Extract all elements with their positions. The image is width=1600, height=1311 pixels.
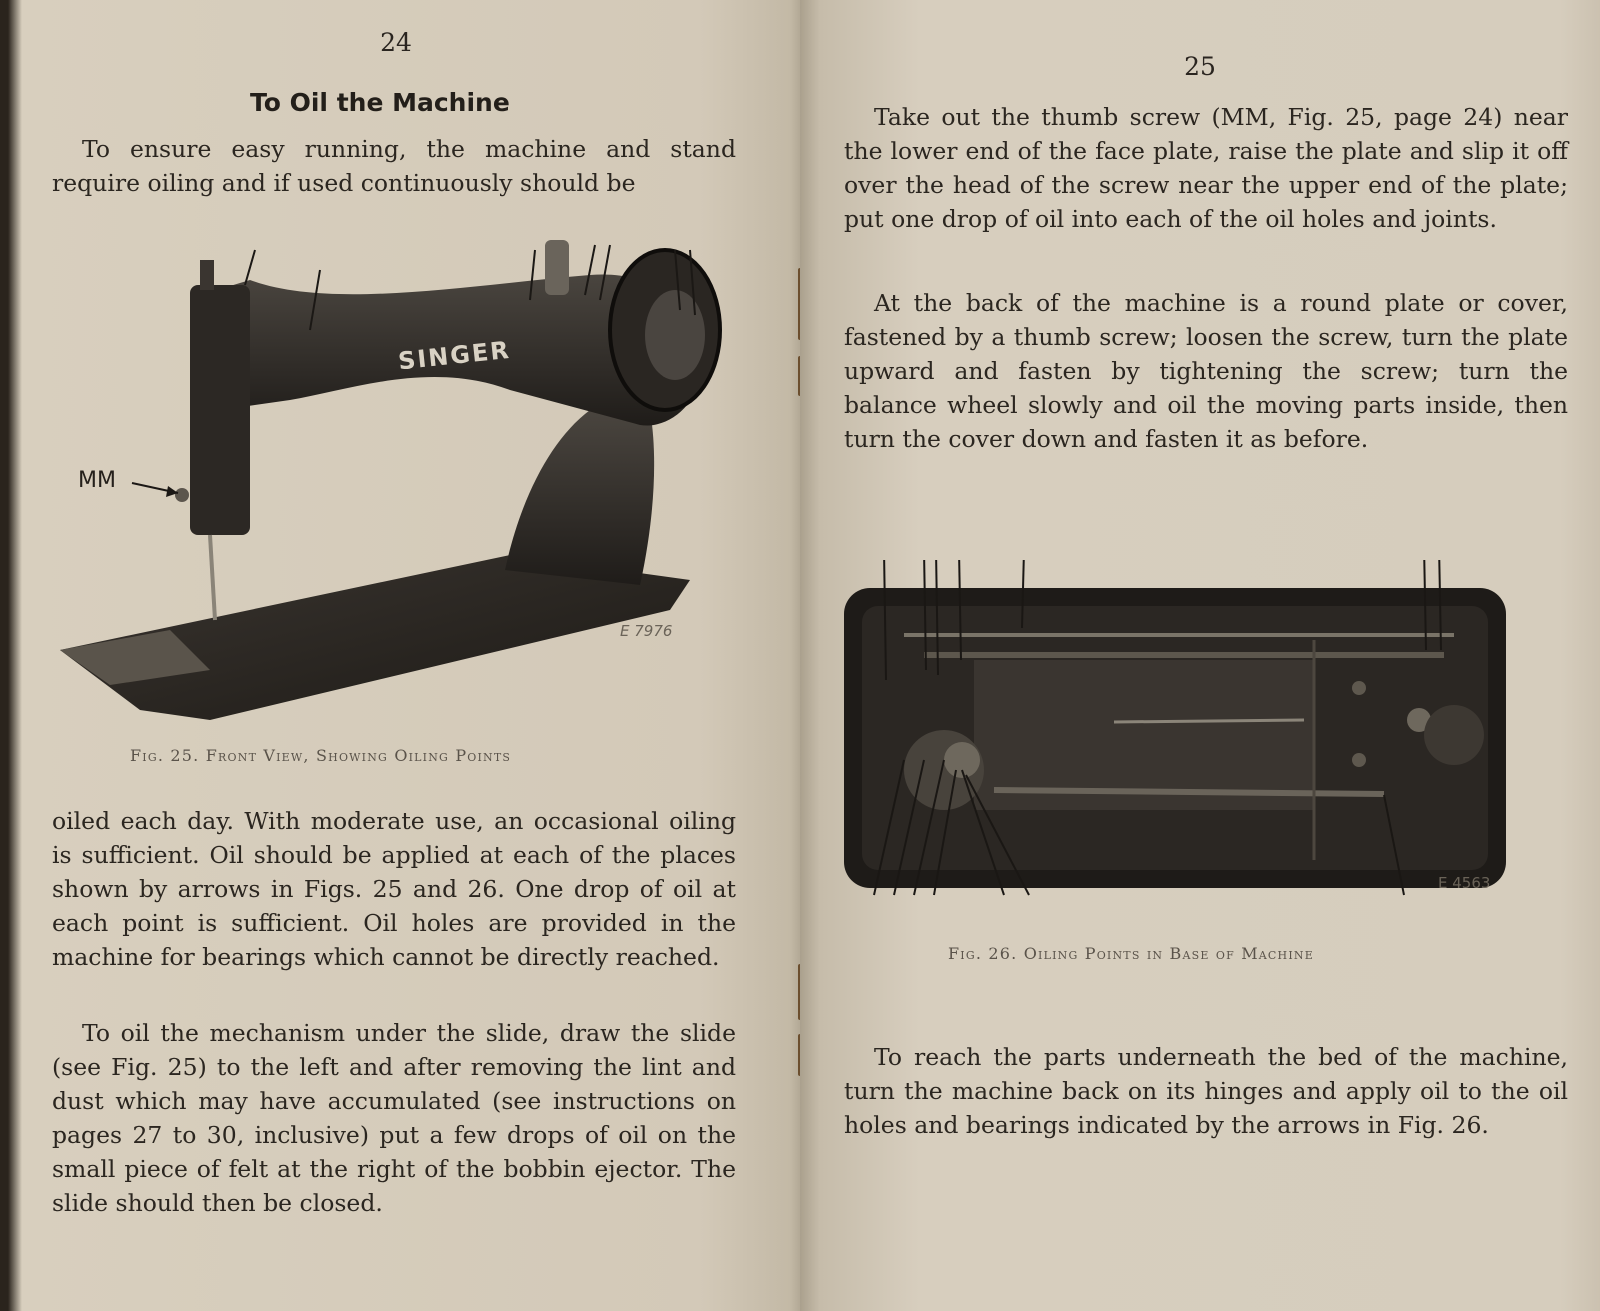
section-heading: To Oil the Machine [250,88,510,117]
sewing-machine-illustration [50,240,750,740]
page-number: 24 [380,28,412,57]
mm-label: MM [78,468,116,493]
crank [1424,705,1484,765]
machine-head [190,285,250,535]
machine-pillar [505,410,654,585]
figure-25-caption: Fig. 25. Front View, Showing Oiling Points [130,746,512,765]
oiling-paragraph: oiled each day. With moderate use, an occasional oiling is sufficient. Oil should be applied at each of the places shown by arrows in Figs. 25 and 26. One drop of oil at each point is sufficient. Oil holes are provided in the machine for bearings which cannot be directly reached. [52,807,736,971]
figure-26-caption: Fig. 26. Oiling Points in Base of Machine [948,944,1314,963]
screw [1352,681,1366,695]
faceplate-paragraph: Take out the thumb screw (MM, Fig. 25, page 24) near the lower end of the face plate, raise the plate and slip it off over the head of the screw near the upper end of the plate; put one drop of oil into each of the oil holes and joints. [844,103,1568,233]
needle-bar [210,535,215,620]
slide-paragraph: To oil the mechanism under the slide, draw the slide (see Fig. 25) to the left and after removing the lint and dust which may have accumulated (see instructions on pages 27 to 30, inclusive) put a few drops of oil on the small piece of felt at the right of the bobbin ejector. The slide should then be closed. [52,1019,736,1217]
figure-code: E 4563 [1438,874,1491,892]
spool-pin [545,240,569,295]
figure-26-base-view [844,560,1514,920]
balance-wheel-hub [645,290,705,380]
intro-paragraph: To ensure easy running, the machine and stand require oiling and if used continuously should be [52,135,736,197]
right-page [800,0,1600,1311]
rod [1114,720,1304,722]
machine-base-illustration [844,560,1514,920]
rock-shaft [994,790,1384,794]
figure-25-front-view [50,240,750,740]
figure-code: E 7976 [620,622,673,640]
thumb-screw-mm [175,488,189,502]
back-cover-paragraph: At the back of the machine is a round plate or cover, fastened by a thumb screw; loosen the screw, turn the plate upward and fasten by tightening the screw; turn the balance wheel slowly and oil the moving parts inside, then turn the cover down and fasten it as before. [844,289,1568,453]
screw [1352,753,1366,767]
page-number: 25 [1184,52,1216,81]
presser-bar-top [200,260,214,290]
brand-decal: SINGER [396,335,513,376]
underneath-paragraph: To reach the parts underneath the bed of the machine, turn the machine back on its hinges and apply oil to the oil holes and bearings indicated by the arrows in Fig. 26. [844,1043,1568,1139]
